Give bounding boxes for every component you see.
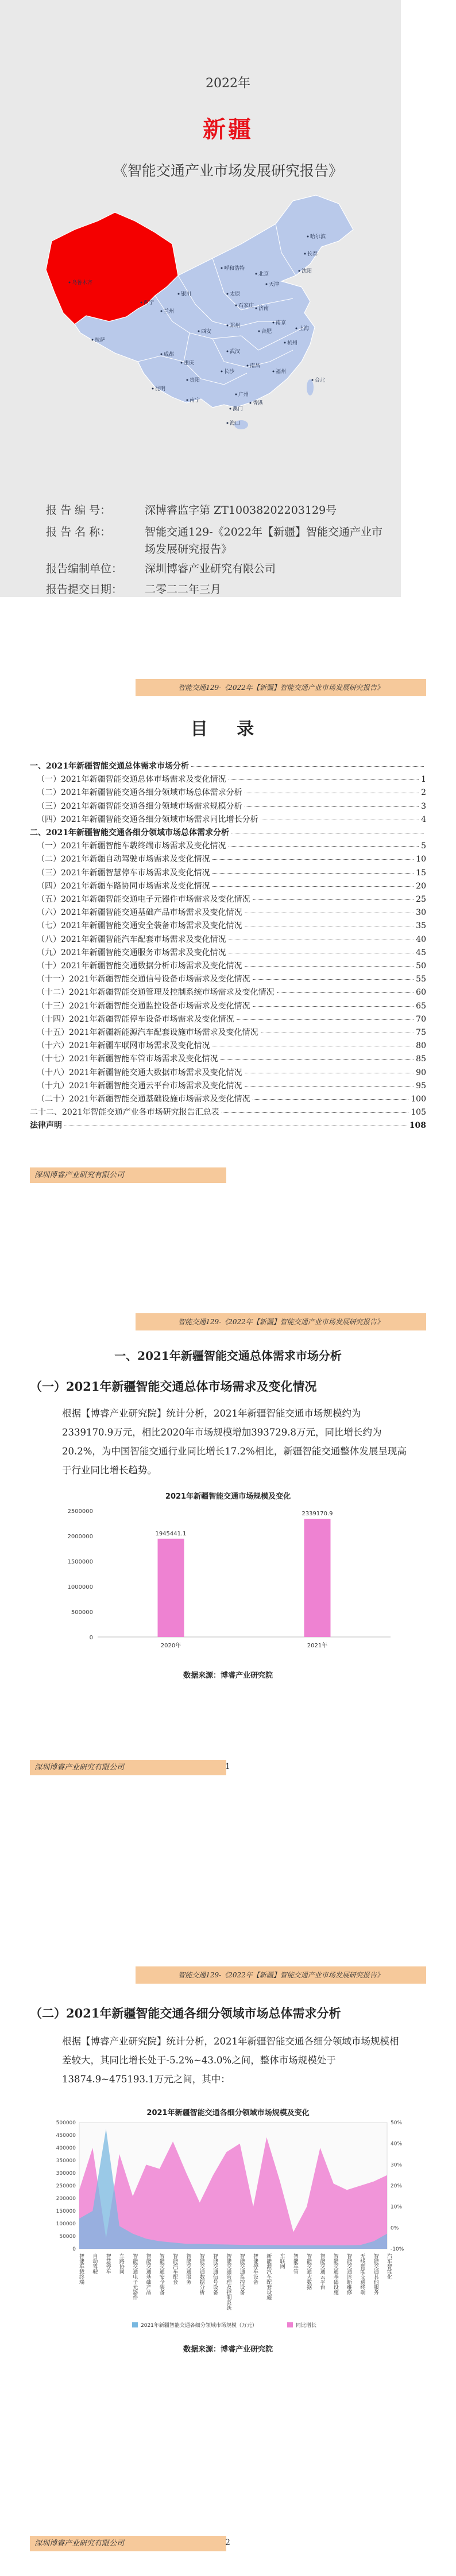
toc-entry[interactable] [30,1119,426,1133]
x-tick-label: 智能交通信号设备 [212,2253,218,2295]
toc-entry-text: （四）2021年新疆车路协同市场需求及变化情况 [37,881,210,891]
x-tick-label: 自动驾驶 [91,2253,98,2274]
city-dot [178,293,180,295]
city-dot [312,379,314,381]
city-label: 上海 [299,326,310,332]
city-label: 成都 [164,352,175,358]
toc-entry-page: 75 [416,1028,426,1037]
page-footer: 深圳博睿产业研究有限公司 [30,1760,226,1775]
city-dot [221,267,223,269]
toc-leader [245,966,414,967]
toc-entry-page: 5 [421,841,426,851]
bar [304,1519,331,1637]
city-dot [161,354,163,355]
city-dot [181,362,183,364]
toc-entry-text: （一）2021年新疆智能车载终端市场需求及变化情况 [37,841,226,851]
toc-entry-text: 法律声明 [30,1121,62,1131]
toc-entry-text: （十一）2021年新疆智能交通信号设备市场需求及变化情况 [37,975,250,984]
x-tick-label: 智能车管 [292,2253,298,2274]
city-dot [227,293,229,295]
legend-label: 2021年新疆智能交通各细分领域市场规模（万元） [141,2323,257,2329]
paragraph: 根据【博睿产业研究院】统计分析，2021年新疆智能交通市场规模约为2339170.9万元，相比2020年市场规模增加393729.8万元，同比增长约为20.2%，为中国智能交通行业同比增长17.2%相比，新疆智能交通整体发展呈现高于行业同比增长趋势。 [62,1408,407,1476]
city-dot [227,325,229,327]
city-dot [273,322,275,324]
y-right-tick-label: 20% [391,2183,403,2189]
toc-entry-text: （一）2021年新疆智能交通总体市场需求及变化情况 [37,775,226,785]
toc-entry-text: 二十二、2021年智能交通产业各市场研究报告汇总表 [30,1108,219,1118]
city-dot [141,302,142,304]
toc-entry-page: 40 [416,934,426,944]
meta-value: 深圳博睿产业研究有限公司 [145,562,276,575]
china-map [40,189,362,442]
city-dot [230,408,231,410]
city-label: 西宁 [144,300,154,306]
city-label: 乌鲁木齐 [72,280,93,286]
toc-leader [253,979,414,980]
bar-value-label: 1945441.1 [155,1530,187,1537]
toc-entry[interactable] [30,893,426,907]
toc-entry-text: （八）2021年新疆智能汽车配套市场需求及变化情况 [37,934,226,944]
y-right-tick-label: 10% [391,2204,403,2210]
y-left-tick-label: 0 [72,2247,76,2252]
y-right-tick-label: 50% [391,2120,403,2126]
toc-leader [221,1059,414,1060]
toc-entry-page: 45 [416,948,426,957]
toc-entry[interactable] [30,773,426,787]
toc-entry[interactable] [30,867,426,880]
city-dot [256,308,257,309]
city-label: 呼和浩特 [224,266,245,271]
city-label: 昆明 [155,386,166,392]
city-dot [247,365,249,367]
toc-leader [212,859,414,860]
page-footer: 深圳博睿产业研究有限公司 [30,1167,226,1183]
section-title: 一、2021年新疆智能交通总体需求市场分析 [114,1349,342,1363]
y-tick-label: 1000000 [67,1584,93,1590]
toc-entry[interactable] [30,1026,426,1040]
y-left-tick-label: 350000 [56,2158,76,2164]
toc-entry[interactable] [30,906,426,920]
meta-label: 报告提交日期： [46,583,123,596]
x-tick-label: 智能交通安全装备 [158,2253,164,2295]
toc-entry-page: 25 [416,895,426,904]
toc-leader [212,873,414,874]
toc-entry-text: （七）2021年新疆智能交通安全装备市场需求及变化情况 [37,921,242,931]
toc-entry-text: （三）2021年新疆智能交通各细分领域市场需求规模分析 [37,801,242,811]
cover-year: 2022年 [206,76,250,91]
toc-leader [212,886,414,887]
city-dot [187,399,188,401]
city-dot [69,282,71,284]
city-dot [304,253,306,255]
city-dot [299,270,300,272]
city-label: 香港 [253,401,264,406]
city-label: 沈阳 [302,269,312,274]
x-tick-label: 智能车载终端 [78,2253,84,2284]
city-label: 哈尔滨 [310,234,326,240]
toc-entry-text: （二十）2021年新疆智能交通基础设施市场需求及变化情况 [37,1095,250,1104]
chart-source: 数据来源：博睿产业研究院 [183,1671,273,1680]
x-tick-label: 车路协同 [118,2253,124,2274]
city-dot [296,328,297,329]
x-tick-label: 2020年 [160,1643,181,1649]
city-label: 重庆 [184,360,195,366]
toc-entry-text: （四）2021年新疆智能交通各细分领域市场需求同比增长分析 [37,814,258,824]
toc-entry-text: （二）2021年新疆自动驾驶市场需求及变化情况 [37,855,210,864]
city-dot [256,273,257,275]
meta-value: 二零二二年三月 [145,583,222,596]
city-label: 贵阳 [190,378,200,383]
x-tick-label: 智能交通监控设备 [238,2253,245,2295]
area-chart [46,2117,414,2335]
chart-source: 数据来源：博睿产业研究院 [183,2345,273,2354]
x-tick-label: 智能交通诊断维修 [346,2253,352,2295]
city-label: 兰州 [164,309,175,315]
x-tick-label: 2021年 [307,1643,328,1649]
meta-label: 报 告 编 号： [46,504,111,517]
city-dot [227,422,229,424]
toc-entry[interactable] [30,853,426,867]
x-tick-label: 汽车智能化 [386,2253,392,2279]
city-label: 长春 [307,251,318,257]
y-left-tick-label: 150000 [56,2209,76,2214]
city-label: 合肥 [261,329,272,335]
city-dot [284,342,286,344]
toc-leader [237,1019,414,1020]
toc-leader [253,1099,409,1100]
toc-entry-page: 20 [416,881,426,891]
toc-leader [229,846,419,847]
toc-entry-page: 4 [421,814,426,824]
legend-label: 同比增长 [296,2323,317,2329]
cover-panel [0,0,401,597]
meta-submit-date [46,581,392,598]
city-dot [235,305,237,307]
city-label: 西安 [201,329,212,335]
y-left-tick-label: 400000 [56,2146,76,2151]
page-header: 智能交通129-《2022年【新疆】智能交通产业市场发展研究报告》 [136,1313,426,1330]
city-label: 石家庄 [238,303,254,309]
chart-title: 2021年新疆智能交通各细分领域市场规模及变化 [146,2109,310,2117]
x-tick-label: 无线智能交通终端 [359,2253,365,2295]
meta-label: 报 告 名 称： [46,526,111,538]
x-tick-label: 智能交通其他服务 [372,2253,378,2295]
legend-swatch [132,2322,138,2327]
toc-leader [253,899,414,900]
meta-value: 智能交通129-《2022年【新疆】智能交通产业市场发展研究报告》 [145,526,383,556]
city-dot [266,284,268,285]
toc-entry[interactable] [30,1000,426,1014]
bar-value-label: 2339170.9 [302,1511,333,1518]
toc-entry[interactable] [30,1053,426,1066]
toc-entry-page: 60 [416,988,426,998]
city-label: 天津 [269,282,280,288]
city-dot [221,371,223,373]
toc-entry-page: 10 [416,855,426,864]
y-left-tick-label: 200000 [56,2196,76,2202]
toc-entry-page: 80 [416,1041,426,1051]
toc-entry-page: 3 [421,801,426,811]
toc-leader [245,806,419,807]
city-dot [227,351,229,352]
x-tick-label: 智能交通基础产品 [145,2253,151,2295]
legend-swatch [287,2322,293,2327]
city-label: 南昌 [250,363,261,369]
y-left-tick-label: 300000 [56,2171,76,2177]
x-tick-label: 智能交通云平台 [319,2253,325,2290]
y-left-tick-label: 500000 [56,2120,76,2126]
city-label: 拉萨 [95,337,106,343]
city-label: 杭州 [287,340,298,346]
city-label: 武汉 [230,349,241,355]
meta-report-name [46,523,392,558]
subsection-title: （二）2021年新疆智能交通各细分领域市场总体需求分析 [30,2006,341,2020]
toc-entry[interactable] [30,827,426,840]
toc-entry[interactable] [30,1080,426,1093]
city-dot [187,379,188,381]
city-dot [307,236,309,238]
taiwan-island [307,379,314,395]
meta-value: 深博睿监字第 ZT10038202203129号 [145,504,337,517]
toc-entry[interactable] [30,1039,426,1053]
toc-entry-text: （十四）2021年新疆智能停车设备市场需求及变化情况 [37,1014,234,1024]
bar [158,1539,184,1637]
toc-entry-text: 一、2021年新疆智能交通总体需求市场分析 [30,762,189,771]
city-dot [161,311,163,312]
toc-entry-page: 95 [416,1081,426,1091]
toc-entry-text: （十七）2021年新疆智能车管市场需求及变化情况 [37,1054,218,1064]
toc-entry-page: 65 [416,1001,426,1011]
toc-entry[interactable] [30,933,426,947]
subsection-title: （一）2021年新疆智能交通总体市场需求及变化情况 [30,1379,317,1394]
toc-entry-page: 50 [416,961,426,971]
toc-entry-page: 70 [416,1014,426,1024]
toc-entry[interactable] [30,1106,426,1120]
toc-entry[interactable] [30,1093,426,1107]
meta-report-id [46,502,392,519]
y-left-tick-label: 100000 [56,2221,76,2227]
city-label: 澳门 [233,406,244,412]
toc-entry-text: （十九）2021年新疆智能交通云平台市场需求及变化情况 [37,1081,242,1091]
toc-leader [245,1086,414,1087]
toc-entry-text: （十三）2021年新疆智能交通监控设备市场需求及变化情况 [37,1001,250,1011]
toc-entry-page: 108 [409,1121,426,1131]
toc-title: 目 录 [190,719,266,739]
y-right-tick-label: 30% [391,2162,403,2168]
x-tick-label: 智慧停车 [105,2253,111,2274]
toc-entry-page: 35 [416,921,426,931]
toc-entry[interactable] [30,840,426,854]
y-tick-label: 1500000 [67,1559,93,1565]
city-label: 北京 [258,271,269,277]
toc-entry-text: （二）2021年新疆智能交通各细分领域市场总体需求分析 [37,788,242,798]
toc-entry-text: （五）2021年新疆智能交通电子元器件市场需求及变化情况 [37,895,250,904]
y-tick-label: 0 [89,1635,93,1641]
cover-subtitle: 《智能交通产业市场发展研究报告》 [113,162,343,179]
toc-entry-page: 85 [416,1054,426,1064]
cover-region: 新疆 [203,116,253,143]
bar-chart [57,1502,402,1661]
toc-leader [277,992,414,993]
toc-leader [222,1112,409,1113]
city-label: 南宁 [190,398,200,404]
toc-entry-page: 105 [411,1108,426,1118]
toc-entry-page: 90 [416,1068,426,1077]
city-dot [258,331,260,332]
city-dot [273,371,275,373]
toc-entry-text: （六）2021年新疆智能交通基础产品市场需求及变化情况 [37,908,242,918]
x-tick-label: 智能交通管理及控制系统 [225,2253,231,2310]
toc-entry-text: （十八）2021年新疆智能交通大数据市场需求及变化情况 [37,1068,242,1077]
toc-entry[interactable] [30,973,426,987]
x-tick-label: 智能交通大数据 [306,2253,312,2290]
y-left-tick-label: 50000 [59,2234,76,2240]
page-number: 1 [225,1762,230,1771]
toc-entry-page: 55 [416,975,426,984]
y-left-tick-label: 250000 [56,2183,76,2189]
toc-entry-page: 15 [416,868,426,878]
city-label: 郑州 [230,323,241,329]
city-dot [152,388,154,390]
x-tick-label: 智能交通服务 [185,2253,191,2284]
x-tick-label: 智能汽车配套 [172,2253,178,2284]
page-footer: 深圳博睿产业研究有限公司 [30,2536,226,2551]
toc-leader [253,1006,414,1007]
city-label: 海口 [230,421,241,426]
x-tick-label: 智能交通基础设施 [332,2253,338,2295]
toc-entry[interactable] [30,800,426,814]
city-label: 南京 [276,320,287,326]
x-tick-label: 车联网 [279,2253,285,2269]
toc-entry[interactable] [30,920,426,933]
x-tick-label: 智能停车设备 [252,2253,258,2284]
toc-entry[interactable] [30,760,426,774]
chart-title: 2021年新疆智能交通市场规模及变化 [165,1492,291,1501]
page-number: 2 [225,2538,230,2547]
toc-entry-text: （十二）2021年新疆智能交通管理及控制系统市场需求及变化情况 [37,988,275,998]
toc-entry-text: （十六）2021年新疆车联网市场需求及变化情况 [37,1041,210,1051]
y-tick-label: 2000000 [67,1534,93,1540]
y-right-tick-label: 0% [391,2225,399,2232]
page-header: 智能交通129-《2022年【新疆】智能交通产业市场发展研究报告》 [136,1966,426,1984]
city-label: 太原 [230,292,241,297]
toc-entry-text: （十）2021年新疆智能交通数据分析市场需求及变化情况 [37,961,242,971]
x-tick-label: 新能源汽车配套设施 [265,2253,272,2300]
city-label: 广州 [238,392,249,398]
toc-leader [229,779,419,780]
city-label: 台北 [315,378,326,383]
toc-entry-page: 2 [421,788,426,798]
city-dot [250,402,252,404]
toc-leader [191,766,424,767]
toc-entry-text: 二、2021年新疆智能交通各细分领域市场总体需求分析 [30,828,229,837]
y-left-tick-label: 450000 [56,2133,76,2139]
toc-entry-text: （三）2021年新疆智慧停车市场需求及变化情况 [37,868,210,878]
toc-entry-page: 30 [416,908,426,918]
city-label: 济南 [258,306,269,312]
toc-entry-page: 100 [411,1095,426,1104]
paragraph: 根据【博睿产业研究院】统计分析，2021年新疆智能交通各细分领域市场规模相差较大，其同比增长处于-5.2%~43.0%之间，整体市场规模处于13874.9~475193.1万元之间，其中： [62,2036,399,2085]
toc-entry-text: （十五）2021年新疆新能源汽车配套设施市场需求及变化情况 [37,1028,258,1037]
city-label: 长沙 [224,369,235,375]
y-right-tick-label: 40% [391,2141,403,2147]
toc-entry[interactable] [30,946,426,960]
city-dot [92,339,94,341]
toc-entry[interactable] [30,786,426,800]
toc-entry[interactable] [30,880,426,894]
x-tick-label: 智能交通电子元器件 [132,2253,138,2300]
x-tick-label: 智能交通数据分析 [198,2253,204,2295]
y-right-tick-label: -10% [391,2247,404,2252]
city-label: 银川 [181,292,192,297]
meta-label: 报告编制单位： [46,562,123,575]
toc-entry[interactable] [30,960,426,973]
toc-entry[interactable] [30,1013,426,1027]
y-tick-label: 2500000 [67,1508,93,1515]
city-dot [198,331,200,332]
city-dot [235,394,237,395]
meta-organization [46,560,392,577]
city-label: 福州 [276,369,287,375]
toc-entry-page: 1 [421,775,426,785]
toc-entry[interactable] [30,1066,426,1080]
toc-entry[interactable] [30,986,426,1000]
toc-entry-text: （九）2021年新疆智能交通服务市场需求及变化情况 [37,948,226,957]
page-header: 智能交通129-《2022年【新疆】智能交通产业市场发展研究报告》 [136,679,426,696]
toc-entry[interactable] [30,813,426,827]
y-tick-label: 500000 [71,1609,93,1616]
